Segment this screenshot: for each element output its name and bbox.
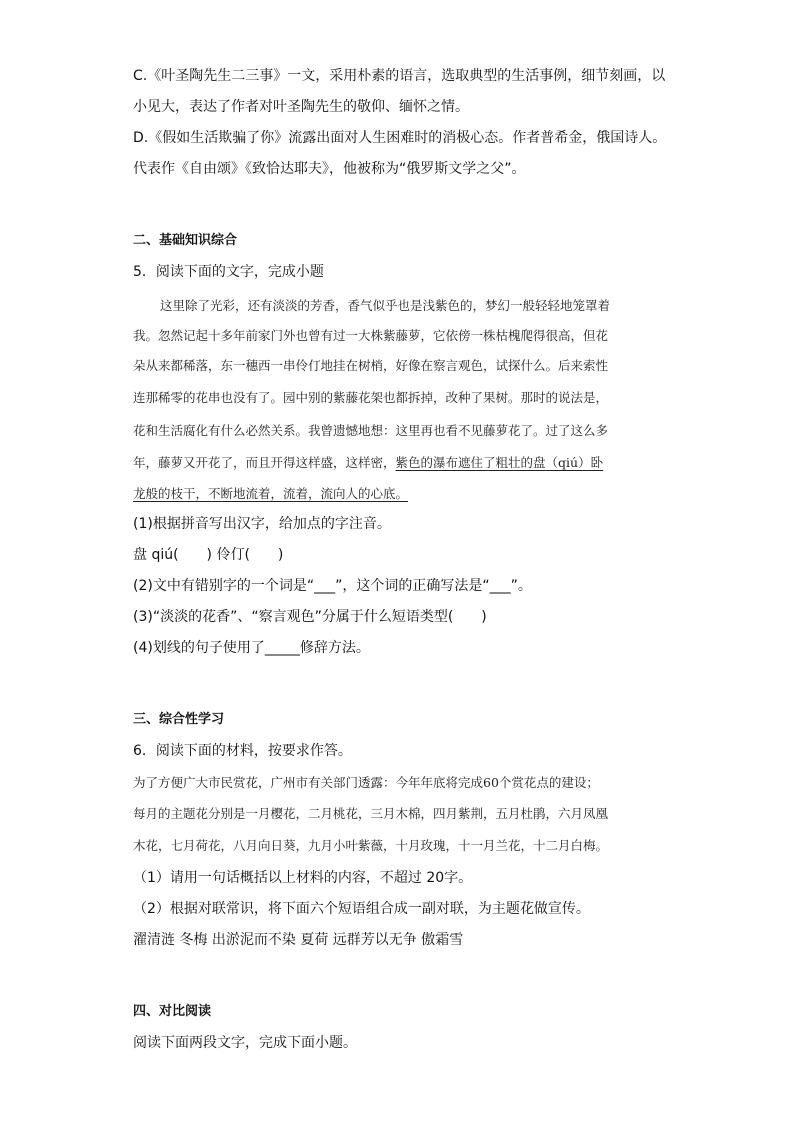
option-d-line2: 代表作《自由颂》《致恰达耶夫》，他被称为“俄罗斯文学之父”。 <box>133 161 526 177</box>
section-heading: 二、基础知识综合 <box>133 233 238 248</box>
passage-line: 我。忽然记起十多年前家门外也曾有过一大株紫藤萝，它依傍一株枯槐爬得很高，但花 <box>133 328 609 343</box>
material-line: 每月的主题花分别是一月樱花，二月桃花，三月木棉，四月紫荆，五月杜鹃，六月凤凰 <box>133 806 609 821</box>
passage-line <box>133 453 603 471</box>
question-5-1: (1)根据拼音写出汉字，给加点的字注音。 <box>133 516 391 532</box>
question-6-1: （1）请用一句话概括以上材料的内容，不超过 20字。 <box>133 870 473 886</box>
material-line: 为了方便广大市民赏花，广州市有关部门透露：今年年底将完成60个赏花点的建设； <box>133 775 599 790</box>
question-5-2: (2)文中有错别字的一个词是“___”，这个词的正确写法是“___”。 <box>133 578 532 594</box>
question-6-2: （2）根据对联常识，将下面六个短语组合成一副对联，为主题花做宣传。 <box>133 901 590 917</box>
option-c-line2: 小见大，表达了作者对叶圣陶先生的敬仰、缅怀之情。 <box>133 99 469 115</box>
question-6: 6．阅读下面的材料，按要求作答。 <box>133 743 352 759</box>
passage-line: 连那稀零的花串也没有了。园中别的紫藤花架也都拆掉，改种了果树。那时的说法是， <box>133 390 609 405</box>
passage-line: 朵从来都稀落，东一穗西一串伶仃地挂在树梢，好像在察言观色，试探什么。后来索性 <box>133 358 609 373</box>
question-5-4: (4)划线的句子使用了_____修辞方法。 <box>133 640 370 656</box>
section-heading: 四、对比阅读 <box>133 1004 212 1019</box>
section-instruction: 阅读下面两段文字，完成下面小题。 <box>133 1035 357 1051</box>
option-c-line1: C.《叶圣陶先生二三事》一文，采用朴素的语言，选取典型的生活事例，细节刻画，以 <box>133 68 666 84</box>
passage-text: 年，藤萝又开花了，而且开得这样盛，这样密， <box>133 455 396 470</box>
material-line: 木花，七月荷花，八月向日葵，九月小叶紫薇，十月玫瑰，十一月兰花，十二月白梅。 <box>133 838 609 853</box>
underlined-sentence: 紫色的瀑布遮住了粗壮的盘（qiú）卧 <box>395 455 604 470</box>
question-5: 5．阅读下面的文字，完成小题 <box>133 264 324 280</box>
underlined-sentence: 龙般的枝干，不断地流着，流着，流向人的心底。 <box>133 486 409 501</box>
option-d-line1: D.《假如生活欺骗了你》流露出面对人生困难时的消极心态。作者普希金，俄国诗人。 <box>133 130 667 146</box>
question-5-3: (3)“淡淡的花香”、“察言观色”分属于什么短语类型( ) <box>133 609 487 625</box>
section-heading: 三、综合性学习 <box>133 712 225 727</box>
passage-line: 花和生活腐化有什么必然关系。我曾遗憾地想：这里再也看不见藤萝花了。过了这么多 <box>133 423 609 438</box>
pinyin-blanks: 盘 qiú( ) 伶仃( ) <box>133 547 284 563</box>
passage-line: 这里除了光彩，还有淡淡的芳香，香气似乎也是浅紫色的，梦幻一般轻轻地笼罩着 <box>160 298 611 313</box>
couplet-phrases: 濯清涟 冬梅 出淤泥而不染 夏荷 远群芳以无争 傲霜雪 <box>133 932 464 948</box>
